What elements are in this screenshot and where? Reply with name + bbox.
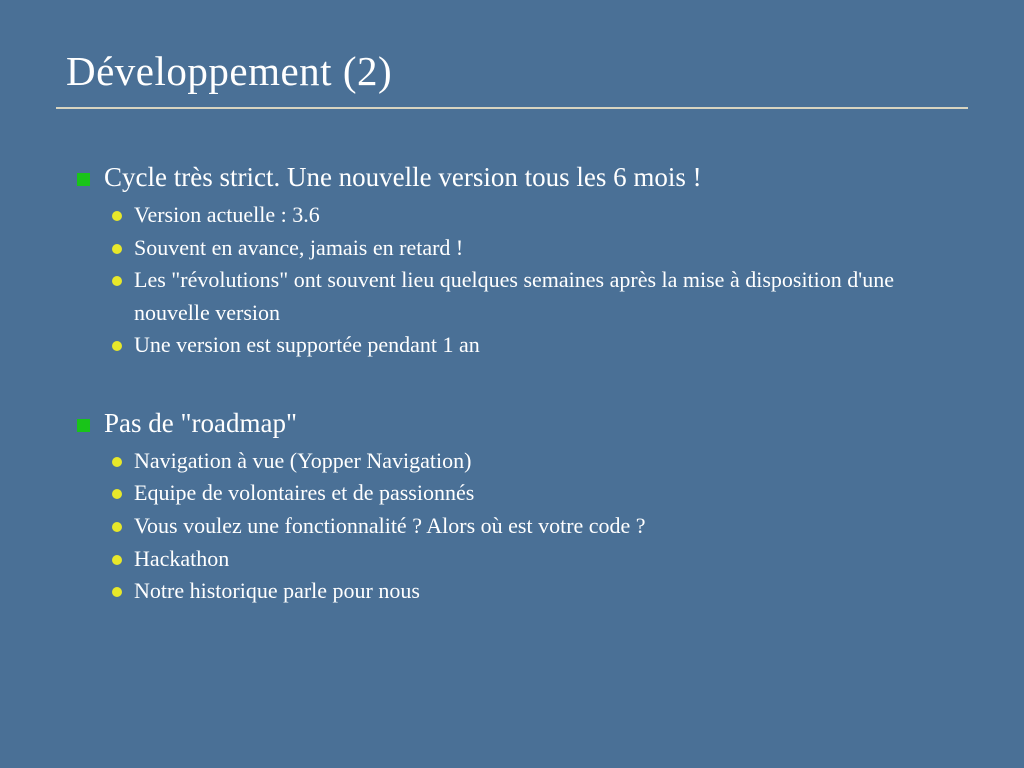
dot-bullet-icon <box>112 276 122 286</box>
list-item <box>104 510 972 543</box>
list-item-label: Les "révolutions" ont souvent lieu quelques semaines après la mise à disposition d'une nouvelle version <box>134 267 895 325</box>
list-item <box>104 199 972 232</box>
dot-bullet-icon <box>112 457 122 467</box>
list-item <box>72 160 972 362</box>
list-item-label: Vous voulez une fonctionnalité ? Alors où est votre code ? <box>134 513 646 539</box>
list-item-label: Version actuelle : 3.6 <box>134 202 320 228</box>
list-item <box>104 575 972 608</box>
list-item <box>104 543 972 576</box>
dot-bullet-icon <box>112 522 122 532</box>
list-item-label: Notre historique parle pour nous <box>134 578 420 604</box>
list-item <box>104 329 972 362</box>
page-title: Développement (2) <box>66 48 393 94</box>
list-item-label: Hackathon <box>134 545 230 571</box>
list-item-label: Pas de "roadmap" <box>104 407 297 438</box>
list-item <box>104 232 972 265</box>
square-bullet-icon <box>77 173 90 186</box>
dot-bullet-icon <box>112 211 122 221</box>
list-item-label: Souvent en avance, jamais en retard ! <box>134 234 464 260</box>
list-item <box>72 406 972 608</box>
title-area <box>56 48 968 109</box>
list-item-label: Navigation à vue (Yopper Navigation) <box>134 447 472 473</box>
sub-list <box>104 199 972 362</box>
dot-bullet-icon <box>112 244 122 254</box>
dot-bullet-icon <box>112 341 122 351</box>
sub-list <box>104 445 972 608</box>
slide-body <box>72 160 972 610</box>
list-item <box>104 477 972 510</box>
dot-bullet-icon <box>112 489 122 499</box>
list-item-label: Cycle très strict. Une nouvelle version tous les 6 mois ! <box>104 162 702 192</box>
spacer <box>72 364 972 406</box>
list-item <box>104 445 972 478</box>
square-bullet-icon <box>77 419 90 432</box>
title-divider <box>56 107 968 109</box>
list-item <box>104 264 972 329</box>
list-item-label: Equipe de volontaires et de passionnés <box>134 480 475 506</box>
list-item-label: Une version est supportée pendant 1 an <box>134 332 480 358</box>
dot-bullet-icon <box>112 587 122 597</box>
outline-list <box>72 160 972 608</box>
dot-bullet-icon <box>112 555 122 565</box>
